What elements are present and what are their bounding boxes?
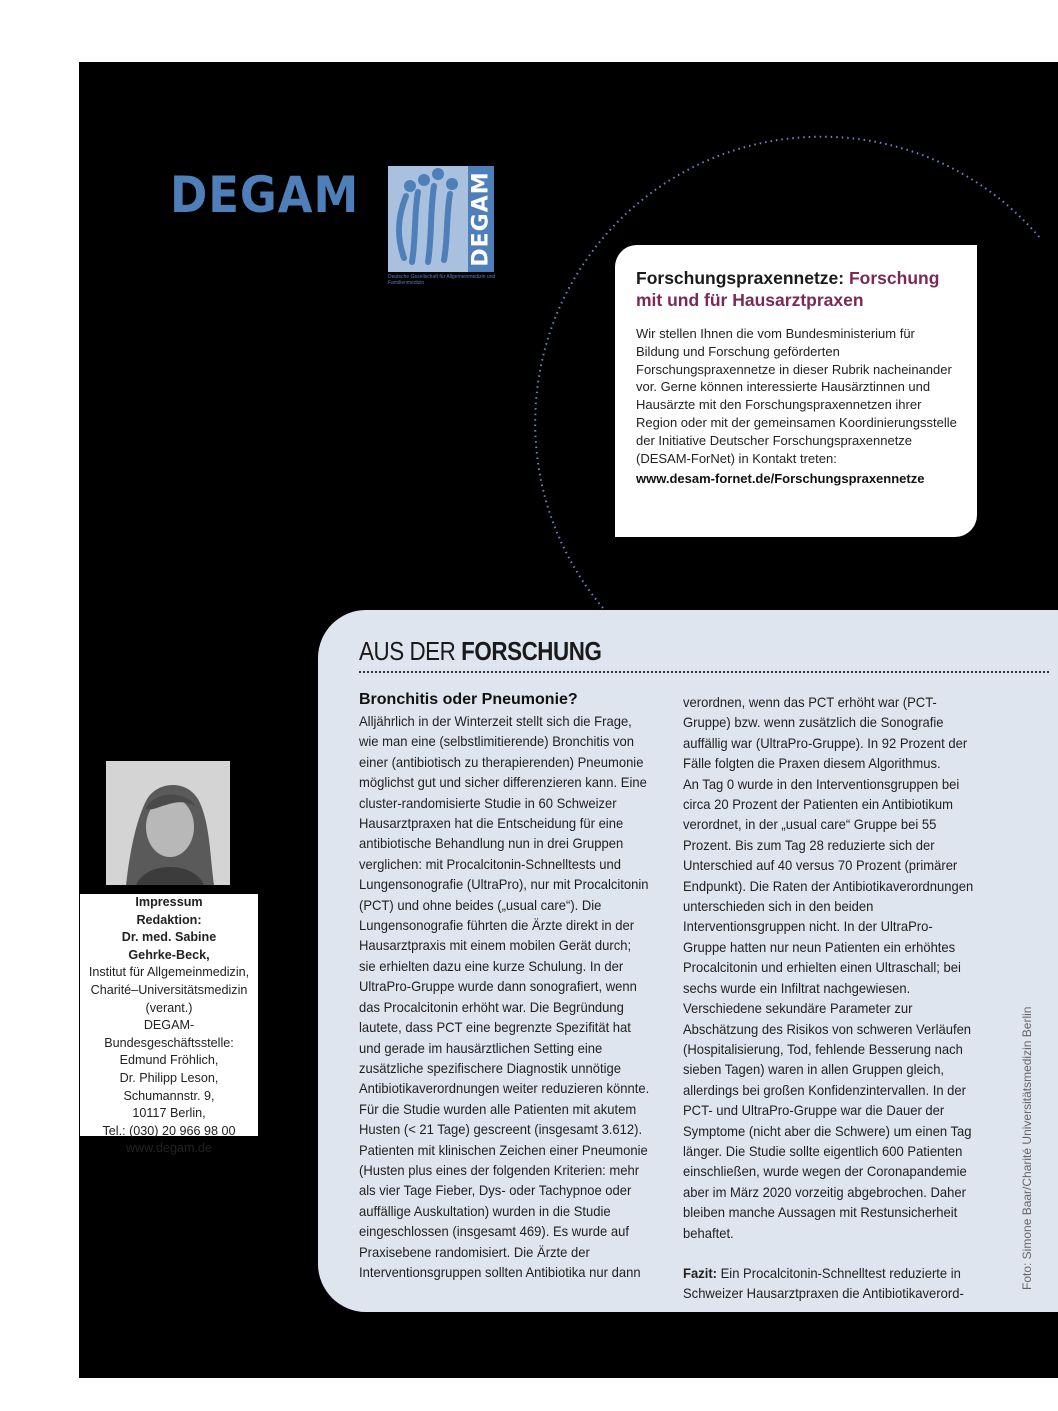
article-title: Bronchitis oder Pneumonie? (359, 691, 578, 708)
impressum-line: Redaktion: (136, 912, 202, 927)
impressum-line: Impressum (135, 895, 203, 909)
impressum-box (80, 894, 258, 1156)
article-paragraph-3: An Tag 0 wurde in den Interventionsgruppen bei circa 20 Prozent der Patienten ein Antibiotikum verordnet, in der „usual care“ Gruppe bei 55 Prozent. Bis zum Tag 28 reduzierte sich der Unterschied auf 40 versus 70 Prozent (primärer Endpunkt). Die Raten der Antibiotikaverordnungen unterschieden sich in den beiden Interventionsgruppen nicht. In der UltraPro-Gruppe hatten nur neun Patienten ein erhöhtes Procalcitonin und erhielten einen Ultraschall; bei sechs wurde ein Infiltrat nachgewiesen. Verschiedene sekundäre Parameter zur Abschätzung des Risikos von schweren Verläufen (Hospitalisierung, Tod, fehlende Besserung nach sieben Tagen) waren in allen Gruppen gleich, allerdings bei großen Konfidenzintervallen. In der PCT- und UltraPro-Gruppe war die Dauer der Symptome (nicht aber die Schwere) um einen Tag länger. Die Studie sollte eigentlich 600 Patienten einschließen, wurde wegen der Coronapandemie aber im März 2020 vorzeitig abgebrochen. Daher bleiben manche Aussagen mit Restunsicherheit behaftet. (683, 775, 974, 1241)
article-column-2-body (683, 692, 975, 1304)
article-paragraph-1: Alljährlich in der Winterzeit stellt sich die Frage, wie man eine (selbstlimitierende) Bronchitis von einer (antibiotisch zu therapierenden) Pneumonie möglichst gut und sicher differenzieren kann. Eine cluster-randomisierte Studie in 60 Schweizer Hausarztpraxen hat die Entscheidung für eine antibiotische Behandlung nun in drei Gruppen verglichen: mit Procalcitonin-Schnelltests und Lungensonografie (UltraPro), nur mit Procalcitonin (PCT) und ohne beides („usual care“). Die Lungensonografie führten die Ärzte direkt in der Hausarztpraxis mit einem mobilen Gerät durch; sie erhielten dazu eine kurze Schulung. In der UltraPro-Gruppe wurde dann sonografiert, wenn das Procalcitonin erhöht war. Die Begründung lautete, dass PCT eine begrenzte Spezifität hat und gerade im hausärztlichen Setting eine zusätzliche spezifischere Diagnostik unnötige Antibiotikaverordnungen weiter reduzieren könnte. Für die Studie wurden alle Patienten mit akutem Husten (< 21 Tage) gescreent (insgesamt 3.612). Patienten mit klinischen Zeichen einer Pneumonie (Husten plus eines der folgenden Kriterien: mehr als vier Tage Fieber, Dys- oder Tachypnoe oder auffällige Auskultation) wurden in die Studie eingeschlossen (insgesamt 469). Es wurde auf Praxisebene randomisiert. Die Ärzte der Interventionsgruppen sollten Antibiotika nur dann (359, 713, 650, 1280)
info-card (615, 245, 977, 537)
degam-logo (388, 166, 494, 272)
section-heading-bold: FORSCHUNG (461, 636, 602, 666)
info-card-link[interactable]: www.desam-fornet.de/Forschungspraxennetze (636, 471, 925, 487)
logo-text: DEGAM (468, 171, 494, 267)
dotted-divider (359, 671, 1049, 673)
info-card-title (636, 267, 957, 311)
impressum-line: Dr. Philipp Leson, (119, 1070, 219, 1085)
section-heading (359, 634, 601, 668)
logo-vertical-band (468, 166, 494, 272)
impressum-line: Schumannstr. 9, (123, 1088, 215, 1103)
impressum-line: Charité–Universitätsmedizin (90, 982, 248, 997)
article-fazit (683, 1263, 975, 1304)
article-column-1 (359, 690, 649, 1282)
photo-credit: Foto: Simone Baar/Charité Universitätsmedizin Berlin (1020, 1006, 1034, 1290)
fazit-text: Ein Procalcitonin-Schnelltest reduzierte in Schweizer Hausarztpraxen die Antibiotikaverord- (683, 1264, 964, 1302)
impressum-line: (verant.) (145, 1000, 193, 1015)
impressum-line: 10117 Berlin, (132, 1106, 206, 1121)
fazit-label: Fazit: (683, 1264, 718, 1281)
info-title-plain: Forschungspraxennetze: (636, 268, 849, 288)
impressum-line: DEGAM-Bundesgeschäftsstelle: (104, 1018, 234, 1050)
info-card-text: Wir stellen Ihnen die vom Bundesministerium für Bildung und Forschung geförderten Forschungspraxennetze in dieser Rubrik nacheinander vor. Gerne können interessierte Hausärztinnen und Hausärzte mit den Forschungspraxennetzen ihrer Region oder mit der gemeinsamen Koordinierungsstelle der Initiative Deutscher Forschungspraxennetze (DESAM-ForNet) in Kontakt treten: (636, 326, 957, 466)
impressum-line: Dr. med. Sabine (121, 930, 217, 945)
info-title-accent: Forschung mit und für Hausarztpraxen (636, 268, 940, 310)
logo-caption: Deutsche Gesellschaft für Allgemeinmedizin und Familienmedizin (388, 274, 496, 286)
impressum-line: Gehrke-Beck, (128, 947, 210, 962)
impressum-line: Institut für Allgemeinmedizin, (88, 965, 250, 980)
family-figures-icon (388, 166, 468, 272)
article-paragraph-2: verordnen, wenn das PCT erhöht war (PCT-Gruppe) bzw. wenn zusätzlich die Sonografie auffällig war (UltraPro-Gruppe). In 92 Prozent der Fälle folgten die Praxen diesem Algorithmus. (683, 694, 968, 772)
author-portrait (106, 761, 230, 885)
article-column-2 (683, 692, 975, 1304)
article-column-1-body (359, 711, 651, 1282)
portrait-image (106, 761, 230, 885)
impressum-line: Edmund Fröhlich, (119, 1053, 219, 1068)
section-heading-light: AUS DER (359, 636, 462, 666)
impressum-link[interactable]: www.degam.de (125, 1141, 213, 1156)
degam-wordmark: DEGAM (170, 166, 360, 224)
impressum-line: Tel.: (030) 20 966 98 00 (102, 1123, 236, 1138)
